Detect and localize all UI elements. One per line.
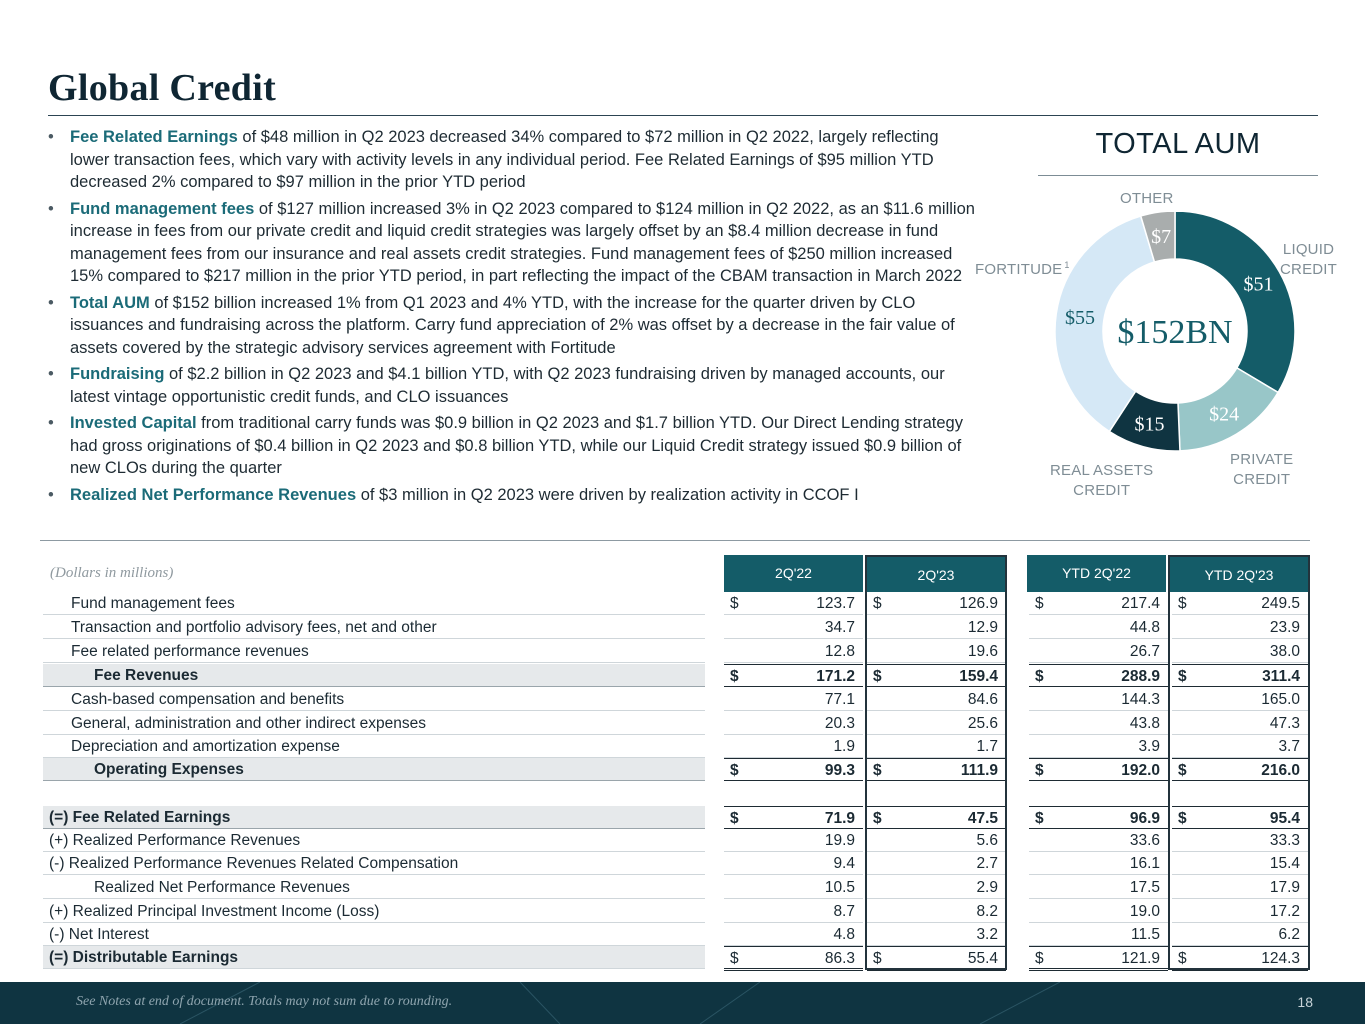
row-value <box>1029 735 1168 758</box>
donut-label-private-credit: PRIVATE CREDIT <box>1230 451 1294 488</box>
cell-value: 47.3 <box>1269 715 1300 732</box>
row-label: Fee Revenues <box>43 664 705 687</box>
row-value <box>724 735 863 758</box>
cell-value: 288.9 <box>1121 668 1160 685</box>
row-value <box>724 712 863 735</box>
cell-value: 17.2 <box>1269 903 1300 920</box>
row-value <box>724 592 863 615</box>
row-value <box>1172 946 1308 971</box>
row-value <box>724 688 863 711</box>
table-row <box>43 688 1308 712</box>
row-label: Cash-based compensation and benefits <box>43 688 705 711</box>
currency-symbol: $ <box>873 762 882 779</box>
bullet-highlight: Total AUM <box>70 293 150 312</box>
row-value <box>867 616 1006 639</box>
row-value <box>867 664 1006 687</box>
table-row <box>43 806 1308 830</box>
aum-donut-chart <box>1040 212 1310 462</box>
bullet-item <box>48 292 978 360</box>
cell-value: 44.8 <box>1129 619 1160 636</box>
cell-value: 311.4 <box>1262 668 1300 685</box>
cell-value: 12.9 <box>967 619 998 636</box>
row-value <box>867 900 1006 923</box>
bullet-highlight: Invested Capital <box>70 414 197 432</box>
cell-value: 11.5 <box>1130 926 1160 943</box>
cell-value: 126.9 <box>959 595 998 612</box>
row-value <box>867 592 1006 615</box>
cell-value: 111.9 <box>960 762 998 779</box>
cell-value: 38.0 <box>1269 643 1300 660</box>
bullet-item <box>48 412 978 480</box>
currency-symbol: $ <box>730 950 739 967</box>
donut-slice <box>1175 212 1295 392</box>
cell-value: 34.7 <box>824 619 855 636</box>
bullet-list <box>48 126 978 510</box>
currency-symbol: $ <box>873 950 882 967</box>
page-title: Global Credit <box>48 67 277 109</box>
currency-symbol: $ <box>730 668 739 685</box>
cell-value: 3.7 <box>1278 738 1300 755</box>
cell-value: 17.5 <box>1129 879 1160 896</box>
cell-value: 2.9 <box>976 879 998 896</box>
row-value <box>867 829 1006 852</box>
row-value <box>1172 900 1308 923</box>
row-value <box>1029 946 1168 971</box>
currency-symbol: $ <box>1178 810 1187 827</box>
row-value <box>1029 852 1168 875</box>
currency-symbol: $ <box>873 810 882 827</box>
row-label: Fund management fees <box>43 592 705 615</box>
row-value <box>724 876 863 899</box>
row-value <box>1172 592 1308 615</box>
bullet-text: of $48 million in Q2 2023 decreased 34% compared to $72 million in Q2 2022, largely reflecting lower transaction fees, which vary with activity levels in any individual period. Fee Related Earnings of $95 million YTD decreased 2% compared to $97 million in the prior YTD period <box>70 128 939 191</box>
row-label: Depreciation and amortization expense <box>43 735 705 758</box>
table-row <box>43 664 1308 688</box>
footer-bar <box>0 982 1365 1024</box>
currency-symbol: $ <box>1178 950 1187 967</box>
bullet-dot: • <box>48 128 54 146</box>
row-label: (=) Distributable Earnings <box>43 946 705 969</box>
table-row <box>43 876 1308 900</box>
row-value <box>867 806 1006 829</box>
cell-value: 249.5 <box>1261 595 1300 612</box>
row-value <box>724 852 863 875</box>
aum-title: TOTAL AUM <box>1095 128 1261 160</box>
cell-value: 159.4 <box>959 668 998 685</box>
row-value <box>867 946 1006 971</box>
bullet-highlight: Fee Related Earnings <box>70 128 238 146</box>
col-header-ytd-2q23: YTD 2Q'23 <box>1168 555 1310 592</box>
donut-slice-label: $7 <box>1151 226 1172 249</box>
cell-value: 33.6 <box>1129 832 1160 849</box>
col-header-2q22: 2Q'22 <box>724 555 863 592</box>
row-value <box>867 923 1006 946</box>
table-row <box>43 592 1308 616</box>
currency-symbol: $ <box>1035 668 1044 685</box>
table-row <box>43 712 1308 736</box>
row-value <box>1172 923 1308 946</box>
cell-value: 12.8 <box>824 643 855 660</box>
footer-note: See Notes at end of document. Totals may not sum due to rounding. <box>76 994 453 1009</box>
col-header-ytd-2q22: YTD 2Q'22 <box>1027 555 1166 592</box>
cell-value: 47.5 <box>967 810 998 827</box>
bullet-text: of $3 million in Q2 2023 were driven by realization activity in CCOF I <box>356 485 859 504</box>
cell-value: 23.9 <box>1269 619 1300 636</box>
cell-value: 8.7 <box>833 903 855 920</box>
table-row <box>43 829 1308 853</box>
cell-value: 33.3 <box>1269 832 1300 849</box>
cell-value: 3.9 <box>1138 738 1160 755</box>
row-value <box>1029 829 1168 852</box>
table-row <box>43 923 1308 947</box>
row-value <box>724 806 863 829</box>
donut-label-liquid-credit: LIQUID CREDIT <box>1280 241 1338 278</box>
row-value <box>1172 616 1308 639</box>
row-value <box>867 640 1006 663</box>
row-value <box>867 758 1006 781</box>
row-label: General, administration and other indirect expenses <box>43 712 705 735</box>
row-value <box>1172 758 1308 781</box>
bullet-text: of $127 million increased 3% in Q2 2023 compared to $124 million in Q2 2022, as an $11.6 million increase in fees from our private credit and liquid credit strategies was largely offset by an $8.4 million decrease in fund management fees from our insurance and real assets credit strategies. Fund management fees of $250 million increased 15% compared to $217 million in the prior YTD period, in part reflecting the impact of the CBAM transaction in March 2022 <box>70 199 975 285</box>
row-label: Operating Expenses <box>43 758 705 781</box>
cell-value: 19.6 <box>967 643 998 660</box>
table-row <box>43 616 1308 640</box>
bullet-highlight: Fund management fees <box>70 199 255 218</box>
row-value <box>1172 852 1308 875</box>
cell-value: 6.2 <box>1278 926 1300 943</box>
row-value <box>1029 592 1168 615</box>
cell-value: 10.5 <box>824 879 855 896</box>
row-value <box>724 946 863 971</box>
row-value <box>867 876 1006 899</box>
cell-value: 1.7 <box>976 738 998 755</box>
bullet-highlight: Realized Net Performance Revenues <box>70 485 357 504</box>
row-value <box>1172 664 1308 687</box>
row-label: Transaction and portfolio advisory fees, net and other <box>43 616 705 639</box>
cell-value: 77.1 <box>824 691 855 708</box>
table-row <box>43 852 1308 876</box>
cell-value: 171.2 <box>816 668 855 685</box>
row-value <box>1029 923 1168 946</box>
row-label: (+) Realized Performance Revenues <box>43 829 705 852</box>
cell-value: 19.9 <box>824 832 855 849</box>
row-value <box>1172 640 1308 663</box>
row-value <box>1172 712 1308 735</box>
row-value <box>724 829 863 852</box>
cell-value: 84.6 <box>967 691 998 708</box>
row-value <box>724 640 863 663</box>
cell-value: 192.0 <box>1121 762 1160 779</box>
bullet-item <box>48 363 978 408</box>
currency-symbol: $ <box>1035 950 1044 967</box>
row-label: (+) Realized Principal Investment Income (Loss) <box>43 900 705 923</box>
currency-symbol: $ <box>1178 668 1187 685</box>
donut-label-real-assets-credit: REAL ASSETS CREDIT <box>1050 462 1154 499</box>
title-divider <box>48 115 1318 116</box>
row-value <box>724 758 863 781</box>
bullet-text: from traditional carry funds was $0.9 billion in Q2 2023 and $1.7 billion YTD. Our Direct Lending strategy had gross originations of $0.4 billion in Q2 2023 and $0.8 billion YTD, while our Liquid Credit strategy issued $0.9 billion of new CLOs during the quarter <box>70 414 963 477</box>
cell-value: 124.3 <box>1261 950 1300 967</box>
cell-value: 16.1 <box>1129 855 1160 872</box>
table-row <box>43 900 1308 924</box>
bullet-dot: • <box>48 293 54 312</box>
row-value <box>1172 735 1308 758</box>
aum-divider <box>1038 175 1318 176</box>
table-row <box>43 946 1308 970</box>
cell-value: 15.4 <box>1269 855 1300 872</box>
cell-value: 8.2 <box>976 903 998 920</box>
bullet-item <box>48 198 978 288</box>
cell-value: 26.7 <box>1129 643 1160 660</box>
row-value <box>1172 829 1308 852</box>
row-value <box>1029 806 1168 829</box>
cell-value: 165.0 <box>1261 691 1300 708</box>
cell-value: 3.2 <box>976 926 998 943</box>
cell-value: 2.7 <box>976 855 998 872</box>
row-value <box>1029 688 1168 711</box>
cell-value: 144.3 <box>1121 691 1160 708</box>
currency-symbol: $ <box>1178 595 1187 612</box>
currency-symbol: $ <box>1178 762 1187 779</box>
cell-value: 86.3 <box>824 950 855 967</box>
row-value <box>867 852 1006 875</box>
currency-symbol: $ <box>873 668 882 685</box>
row-value <box>1029 640 1168 663</box>
bullet-dot: • <box>48 414 54 432</box>
cell-value: 17.9 <box>1269 879 1300 896</box>
currency-symbol: $ <box>1035 810 1044 827</box>
row-value <box>1029 712 1168 735</box>
bullet-text: of $152 billion increased 1% from Q1 2023 and 4% YTD, with the increase for the quarter driven by CLO issuances and fundraising across the platform. Carry fund appreciation of 2% was offset by a decrease in the fair value of assets covered by the strategic advisory services agreement with Fortitude <box>70 293 955 357</box>
row-value <box>867 688 1006 711</box>
bullet-dot: • <box>48 485 54 504</box>
currency-symbol: $ <box>730 810 739 827</box>
bullet-highlight: Fundraising <box>70 365 165 383</box>
row-value <box>867 735 1006 758</box>
row-value <box>724 616 863 639</box>
row-value <box>1172 876 1308 899</box>
table-row <box>43 640 1308 664</box>
row-value <box>724 900 863 923</box>
cell-value: 20.3 <box>824 715 855 732</box>
bullet-text: of $2.2 billion in Q2 2023 and $4.1 billion YTD, with Q2 2023 fundraising driven by managed accounts, our latest vintage opportunistic credit funds, and CLO issuances <box>70 365 945 406</box>
donut-center-total: $152BN <box>1117 314 1233 351</box>
row-value <box>724 664 863 687</box>
cell-value: 216.0 <box>1261 762 1300 779</box>
row-value <box>1172 688 1308 711</box>
row-label: (-) Realized Performance Revenues Related Compensation <box>43 852 705 875</box>
row-value <box>724 923 863 946</box>
bullet-item <box>48 126 978 194</box>
donut-slice-label: $51 <box>1243 273 1274 296</box>
cell-value: 55.4 <box>967 950 998 967</box>
cell-value: 95.4 <box>1269 810 1300 827</box>
section-divider <box>40 540 1310 541</box>
cell-value: 25.6 <box>967 715 998 732</box>
cell-value: 43.8 <box>1129 715 1160 732</box>
bullet-item <box>48 484 978 507</box>
col-header-2q23: 2Q'23 <box>865 555 1007 592</box>
row-value <box>1029 876 1168 899</box>
row-label: Realized Net Performance Revenues <box>43 876 705 899</box>
cell-value: 217.4 <box>1121 595 1160 612</box>
cell-value: 71.9 <box>824 810 855 827</box>
row-value <box>1172 806 1308 829</box>
table-row <box>43 758 1308 782</box>
bullet-dot: • <box>48 199 54 218</box>
row-value <box>1029 616 1168 639</box>
bullet-dot: • <box>48 365 54 383</box>
cell-value: 123.7 <box>816 595 855 612</box>
units-note: (Dollars in millions) <box>50 565 174 581</box>
donut-slice-label: $55 <box>1065 307 1096 330</box>
cell-value: 1.9 <box>833 738 855 755</box>
row-value <box>1029 900 1168 923</box>
donut-label-fortitude: FORTITUDE $^1$ <box>975 260 1070 278</box>
currency-symbol: $ <box>1035 762 1044 779</box>
donut-slice-label: $24 <box>1209 403 1240 426</box>
table-row <box>43 735 1308 759</box>
row-value <box>1029 664 1168 687</box>
row-label: Fee related performance revenues <box>43 640 705 663</box>
cell-value: 96.9 <box>1129 810 1160 827</box>
cell-value: 19.0 <box>1129 903 1160 920</box>
row-label: (-) Net Interest <box>43 923 705 946</box>
cell-value: 9.4 <box>833 855 855 872</box>
cell-value: 5.6 <box>976 832 998 849</box>
currency-symbol: $ <box>730 762 739 779</box>
donut-slice-label: $15 <box>1134 413 1165 436</box>
row-value <box>1029 758 1168 781</box>
row-value <box>867 712 1006 735</box>
cell-value: 121.9 <box>1121 950 1160 967</box>
row-label: (=) Fee Related Earnings <box>43 806 705 829</box>
cell-value: 4.8 <box>833 926 855 943</box>
page-number: 18 <box>1297 994 1313 1010</box>
cell-value: 99.3 <box>824 762 855 779</box>
currency-symbol: $ <box>730 595 739 612</box>
donut-label-other: OTHER <box>1120 190 1174 207</box>
currency-symbol: $ <box>873 595 882 612</box>
currency-symbol: $ <box>1035 595 1044 612</box>
